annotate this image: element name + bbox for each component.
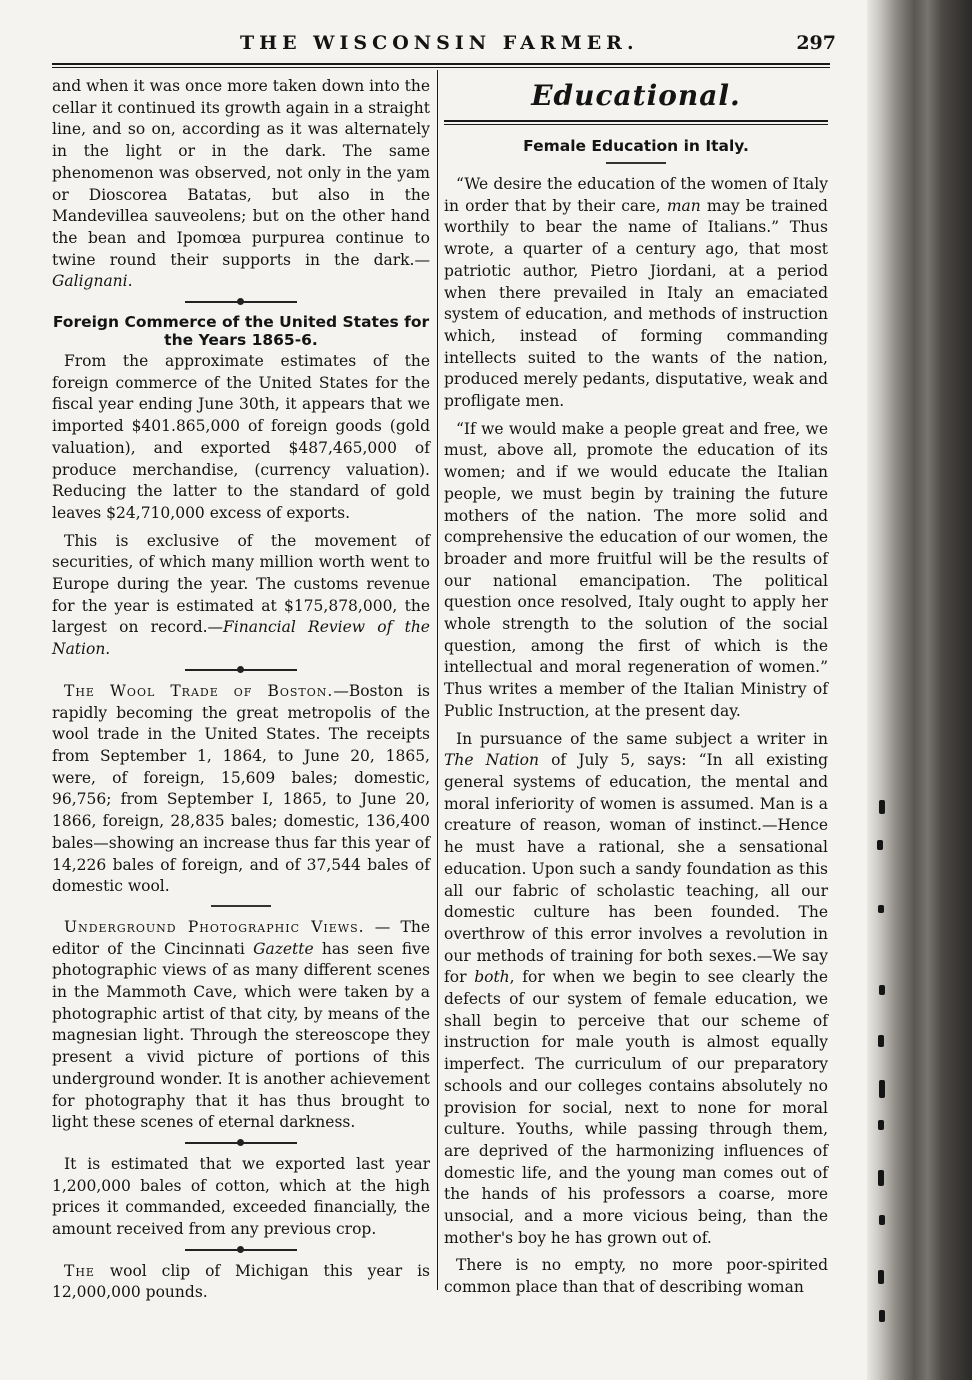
section-separator — [185, 1142, 297, 1144]
binding-mark — [878, 1270, 884, 1284]
section-separator — [185, 669, 297, 671]
section-rule — [444, 120, 828, 122]
section-separator — [211, 905, 271, 907]
paragraph: It is estimated that we exported last year 1,200,000 bales of cotton, which at the high prices it commanded, exceeded financially, the amount received from any previous crop. — [52, 1154, 430, 1239]
section-title: Educational. — [531, 79, 741, 112]
section-separator — [185, 1249, 297, 1251]
right-column — [444, 76, 828, 1305]
section-separator — [606, 162, 666, 164]
binding-mark — [878, 905, 884, 913]
binding-mark — [879, 985, 885, 995]
article-heading: Foreign Commerce of the United States for the Years 1865-6. — [52, 313, 430, 350]
binding-mark — [879, 800, 885, 814]
paragraph: and when it was once more taken down into the cellar it continued its growth again in a straight line, and so on, according as it was alternately in the light or in the dark. The same phenomenon was observed, not only in the yam or Dioscorea Batatas, but also in the Mandevillea sauveolens; but on the other hand the bean and Ipomœa purpurea continue to twine round their supports in the dark.—Galignani. — [52, 77, 430, 291]
lead-in: Underground Photographic Views. — [64, 917, 365, 936]
paragraph: This is exclusive of the movement of securities, of which many million worth went to Europe during the year. The customs revenue for the year is estimated at $175,878,000, the largest on record.—Financial Review of the Nation. — [52, 531, 430, 659]
paragraph: “If we would make a people great and free, we must, above all, promote the education of its women; and if we would educate the Italian people, we must begin by training the future mothers of the nation. The more solid and comprehensive the education of our women, the broader and more fruitful will be the results of our national emancipation. The political question once resolved, Italy ought to apply her whole strength to the solution of the social question, among the first of which is the intellectual and moral regeneration of women.” Thus writes a member of the Italian Ministry of Public Instruction, at the present day. — [444, 419, 828, 720]
paragraph: There is no empty, no more poor-spirited common place than that of describing woman — [444, 1256, 828, 1297]
section-separator — [185, 301, 297, 303]
binding-mark — [878, 1170, 884, 1186]
running-header — [40, 32, 836, 56]
page-number: 297 — [796, 32, 836, 54]
paragraph: From the approximate estimates of the foreign commerce of the United States for the fiscal year ending June 30th, it appears that we imported $401.865,000 of foreign goods (gold valuation), and exported $487,465,000 of produce merchandise, (currency valuation). Reducing the latter to the standard of gold leaves $24,710,000 excess of exports. — [52, 352, 430, 522]
paragraph: “We desire the education of the women of Italy in order that by their care, man may be trained worthily to bear the name of Italians.” Thus wrote, a quarter of a century ago, that most patriotic author, Pietro Jiordani, at a period when there prevailed in Italy an emaciated system of education, and methods of instruction which, instead of forming commanding intellects suited to the wants of the nation, produced merely pedants, disputative, weak and profligate men. — [444, 175, 828, 411]
header-rule — [52, 63, 830, 65]
section-rule-thin — [444, 124, 828, 125]
binding-mark — [878, 1120, 884, 1130]
page-title: THE WISCONSIN FARMER. — [240, 32, 639, 54]
lead-in: The Wool Trade of Boston. — [64, 681, 334, 700]
binding-mark — [878, 1035, 884, 1047]
column-divider — [437, 70, 438, 1290]
header-rule-thin — [52, 67, 830, 68]
paragraph: The wool clip of Michigan this year is 12,000,000 pounds. — [52, 1261, 430, 1302]
binding-mark — [879, 1310, 885, 1322]
source-credit: Financial Review of the Nation. — [52, 618, 430, 659]
paragraph: In pursuance of the same subject a writer in The Nation of July 5, says: “In all existing general systems of education, the mental and moral inferiority of women is assumed. Man is a creature of reason, woman of instinct.—Hence he must have a rational, she a sensational education. Upon such a sandy foundation as this all our fabric of scholastic teaching, all our domestic culture has been founded. The overthrow of this error involves a revolution in our methods of training for both sexes.—We say for both, for when we begin to see clearly the defects of our system of female education, we shall begin to perceive that our scheme of instruction for male youth is almost equally imperfect. The curriculum of our preparatory schools and our colleges contains absolutely no provision for social, next to none for moral culture. Youths, while passing through them, are deprived of the harmonizing influences of domestic life, and the young man comes out of the hands of his professors a coarse, more unsocial, and a more vicious being, than the mother's boy he has grown out of. — [444, 729, 829, 1247]
binding-mark — [877, 840, 883, 850]
binding-mark — [879, 1215, 885, 1225]
binding-mark — [879, 1080, 885, 1098]
left-column — [52, 76, 430, 1310]
lead-in: The — [64, 1261, 95, 1280]
source-credit: Galignani. — [52, 272, 133, 291]
book-binding-edge — [867, 0, 972, 1380]
article-heading: Female Education in Italy. — [523, 137, 749, 155]
paragraph: Underground Photographic Views. — The editor of the Cincinnati Gazette has seen five photographic views of as many different scenes in the Mammoth Cave, which were taken by a photographic artist of that city, by means of the magnesian light. Through the stereoscope they present a vivid picture of portions of this underground wonder. It is another achievement for photography that it has thus brought to light these scenes of eternal darkness. — [52, 917, 431, 1132]
paragraph: The Wool Trade of Boston.—Boston is rapidly becoming the great metropolis of the wool trade in the United States. The receipts from September 1, 1864, to June 20, 1865, were, of foreign, 15,609 bales; domestic, 96,756; from September I, 1865, to June 20, 1866, foreign, 28,835 bales; domestic, 136,400 bales—showing an increase thus far this year of 14,226 bales of foreign, and of 37,544 bales of domestic wool. — [52, 681, 431, 896]
